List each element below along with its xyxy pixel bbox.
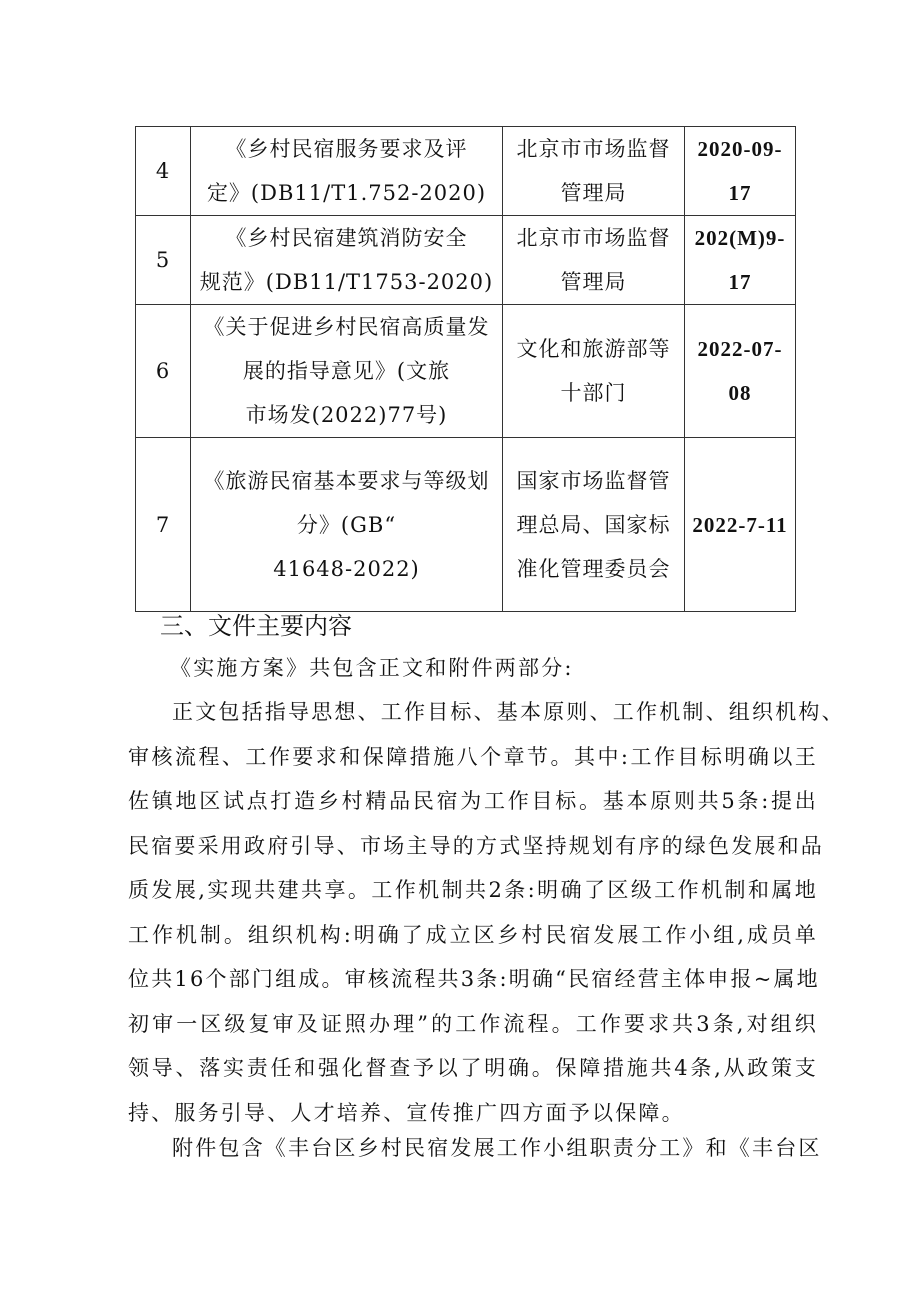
body-line: 审核流程、工作要求和保障措施八个章节。其中:工作目标明确以王 (128, 744, 818, 769)
intro-paragraph (170, 646, 820, 691)
row-number: 4 (136, 127, 191, 216)
issuing-authority (503, 216, 685, 305)
regulation-title-line: 分》(GB“ (296, 512, 397, 537)
issuing-authority-line: 北京市市场监督 (516, 226, 671, 250)
table-row (136, 305, 796, 438)
issuing-authority-line: 文化和旅游部等 (516, 337, 671, 361)
issuing-authority-line: 管理局 (560, 270, 627, 294)
body-line: 位共16个部门组成。审核流程共3条:明确“民宿经营主体申报~属地 (128, 967, 820, 991)
regulations-table (135, 126, 796, 612)
regulation-title-line: 41648-2022) (273, 556, 420, 581)
body-line: 民宿要采用政府引导、市场主导的方式坚持规划有序的绿色发展和品 (128, 833, 824, 858)
regulation-title-line: 规范》(DB11/T1753-2020) (199, 270, 494, 294)
body-line: 领导、落实责任和强化督查予以了明确。保障措施共4条,从政策支 (128, 1056, 818, 1080)
regulation-title (191, 127, 503, 216)
issuing-authority (503, 305, 685, 438)
issuing-authority-line: 管理局 (560, 181, 627, 205)
row-number: 6 (136, 305, 191, 438)
table-row (136, 216, 796, 305)
regulation-title (191, 305, 503, 438)
row-number: 5 (136, 216, 191, 305)
regulation-title-line: 《乡村民宿服务要求及评 (225, 137, 468, 161)
issuing-authority-line: 国家市场监督管 (516, 468, 671, 493)
issue-date: 2022-7-11 (685, 438, 796, 612)
issuing-authority-line: 十部门 (560, 381, 627, 405)
body-line: 正文包括指导思想、工作目标、基本原则、工作机制、组织机构、 (172, 700, 845, 724)
attachment-paragraph (128, 1126, 822, 1171)
body-line: 质发展,实现共建共享。工作机制共2条:明确了区级工作机制和属地 (128, 878, 818, 902)
body-line: 初审一区级复审及证照办理”的工作流程。工作要求共3条,对组织 (128, 1011, 818, 1036)
intro-text: 《实施方案》共包含正文和附件两部分: (170, 656, 574, 680)
row-number: 7 (136, 438, 191, 612)
regulation-title-line: 展的指导意见》(文旅 (242, 359, 451, 383)
regulation-title (191, 438, 503, 612)
regulation-title (191, 216, 503, 305)
body-line: 持、服务引导、人才培养、宣传推广四方面予以保障。 (128, 1100, 685, 1125)
issuing-authority (503, 438, 685, 612)
issue-date: 2022-07-08 (685, 305, 796, 438)
issuing-authority-line: 准化管理委员会 (516, 556, 671, 581)
issuing-authority-line: 理总局、国家标 (516, 512, 671, 537)
body-paragraph (128, 690, 845, 1135)
regulation-title-line: 《关于促进乡村民宿高质量发 (203, 315, 490, 339)
regulation-title-line: 《乡村民宿建筑消防安全 (225, 226, 468, 250)
issue-date: 202(M)9-17 (685, 216, 796, 305)
section-heading: 三、文件主要内容 (160, 612, 352, 640)
regulation-title-line: 市场发(2022)77号) (245, 403, 448, 427)
attachment-line: 附件包含《丰台区乡村民宿发展工作小组职责分工》和《丰台区 (172, 1136, 822, 1160)
table-row (136, 127, 796, 216)
issuing-authority (503, 127, 685, 216)
table-row (136, 438, 796, 612)
regulation-title-line: 定》(DB11/T1.752-2020) (206, 181, 487, 205)
body-line: 工作机制。组织机构:明确了成立区乡村民宿发展工作小组,成员单 (128, 922, 818, 947)
issuing-authority-line: 北京市市场监督 (516, 137, 671, 161)
issue-date: 2020-09-17 (685, 127, 796, 216)
body-line: 佐镇地区试点打造乡村精品民宿为工作目标。基本原则共5条:提出 (128, 789, 818, 813)
regulation-title-line: 《旅游民宿基本要求与等级划 (203, 468, 490, 493)
